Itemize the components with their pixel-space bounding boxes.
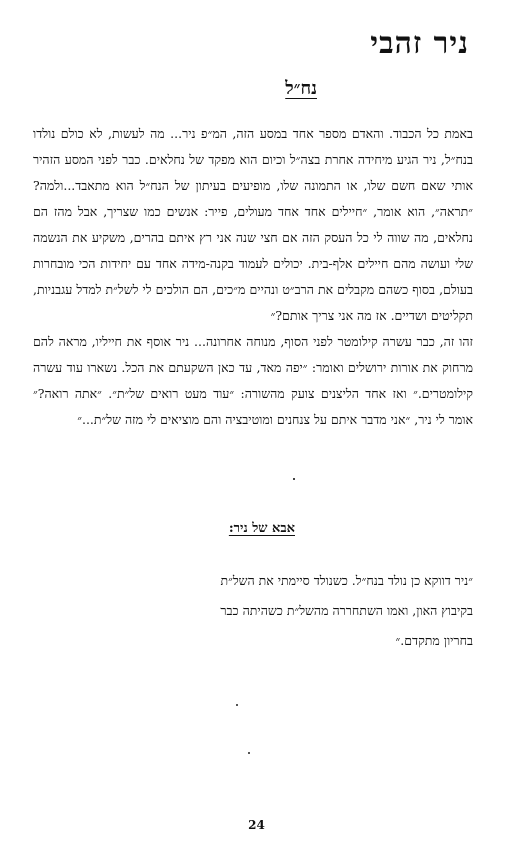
quote-block xyxy=(163,566,473,656)
page-number: 24 xyxy=(248,818,265,832)
page-title: ניר זהבי xyxy=(370,26,469,61)
section-heading: נח״ל xyxy=(285,78,317,99)
quote-line: בקיבוץ האון, ואמו השתחררה מהשל״ת כשהיתה כבר xyxy=(220,603,473,618)
quote-line: בחריון מתקדם.״ xyxy=(395,633,473,648)
scan-speck xyxy=(248,752,250,754)
quote-line: ״ניר דווקא כן נולד בנח״ל. כשנולד סיימתי את השל״ת xyxy=(220,573,473,588)
section-divider-dot xyxy=(293,478,295,480)
body-paragraph: זהו זה, כבר עשרה קילומטר לפני הסוף, מנוחה אחרונה... ניר אוסף את חייליו, מראה להם מרחוק את אורות ירושלים ואומר: ״יפה מאד, עד כאן השקעתם את הכל. נשארו עוד עשרה קילומטרים.״ ואז אחד הליצנים צועק מהשורה: ״עוד מעט רואים של״ת״. ״אתה רואה?״ אומר לי ניר, ״אני מדבר איתם על צנחנים ומוטיבציה והם מוציאים לי מזה של״ת...״ xyxy=(33,333,473,427)
sub-heading: אבא של ניר: xyxy=(228,521,295,536)
scan-speck xyxy=(236,704,238,706)
body-paragraph: באמת כל הכבוד. והאדם מספר אחד במסע הזה, המ״פ ניר... מה לעשות, לא כולם נולדו בנח״ל, ניר הגיע מיחידה אחרת בצה״ל וכיום הוא מפקד של נחלאים. כבר לפני המסע הזהיר אותי שאם חשם שלו, או התמונה שלו, מופיעים בעיתון של הנח״ל הוא מתאבד...ולמה? ״תראה״, הוא אומר, ״חיילים אחד אחד מעולים, פייר: אנשים כמו שצריך, אבל מהז הם נחלאים, מה שווה לי כל העסק הזה אם חצי שנה אני רץ איתם בהרים, משקיע את הנשמה שלי ועושה מהם חיילים אלף-בית. יכולים לעמוד בקנה-מידה אחד עם יחידות הכי מובחרות בעולם, בסוף כשהם מקבלים את הרב״ט ונהיים מ״כים, הם הולכים לי לשל״ת למדל עגבניות, תקליטים ושדיים. אז מה אני צריך אותם?״ xyxy=(33,125,473,323)
